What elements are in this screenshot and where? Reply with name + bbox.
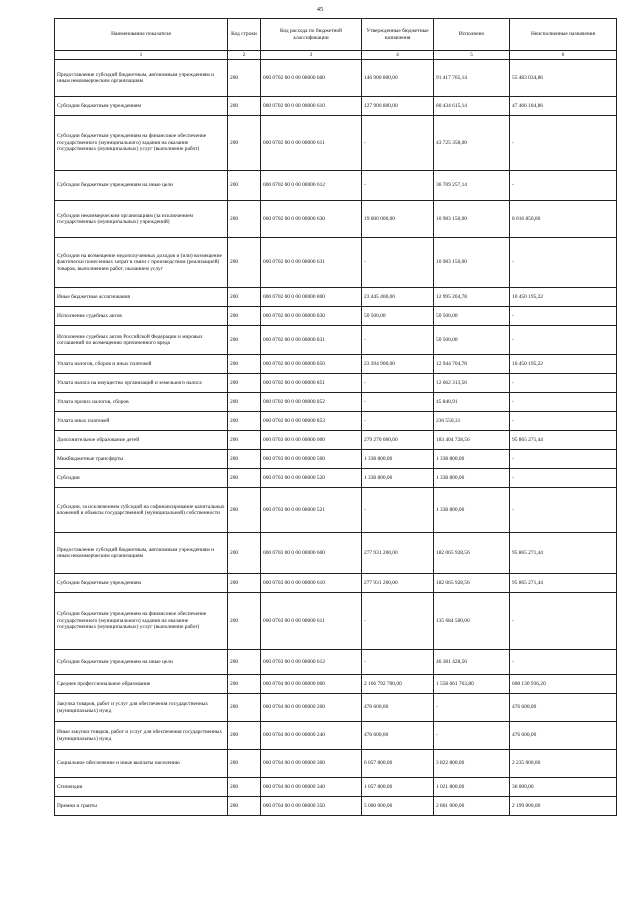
- row-line-code: 200: [228, 488, 261, 533]
- row-budget-code: 000 0703 00 0 00 00000 600: [261, 533, 362, 574]
- row-name: Уплата иных платежей: [55, 412, 228, 431]
- row-budget-code: 000 0702 00 0 00 00000 852: [261, 393, 362, 412]
- row-approved-value: 5 000 000,00: [362, 797, 434, 816]
- header-executed: Исполнено: [434, 19, 510, 51]
- table-row: [55, 574, 617, 593]
- row-approved-value: -: [362, 593, 434, 650]
- row-name: Закупка товаров, работ и услуг для обеспечения государственных (муниципальных) нужд: [55, 694, 228, 722]
- row-budget-code: 000 0702 00 0 00 00000 830: [261, 307, 362, 326]
- column-number: 5: [434, 51, 510, 60]
- row-budget-code: 000 0702 00 0 00 00000 611: [261, 116, 362, 171]
- row-approved-value: 1 338 800,00: [362, 469, 434, 488]
- row-budget-code: 000 0704 00 0 00 00000 350: [261, 797, 362, 816]
- table-row: [55, 722, 617, 750]
- table-row: [55, 288, 617, 307]
- row-budget-code: 000 0704 00 0 00 00000 340: [261, 778, 362, 797]
- table-row: [55, 533, 617, 574]
- column-number: 1: [55, 51, 228, 60]
- row-executed-value: 43 725 358,00: [434, 116, 510, 171]
- page-number: 45: [316, 6, 324, 13]
- row-approved-value: 127 900 800,00: [362, 97, 434, 116]
- row-remaining-value: -: [510, 450, 617, 469]
- row-name: Предоставление субсидий бюджетным, автономным учреждениям и иным некоммерческим организациям: [55, 60, 228, 97]
- row-approved-value: 1 057 800,00: [362, 778, 434, 797]
- table-row: [55, 450, 617, 469]
- table-row: [55, 97, 617, 116]
- table-row: [55, 355, 617, 374]
- row-line-code: 200: [228, 412, 261, 431]
- row-budget-code: 000 0704 00 0 00 00000 000: [261, 675, 362, 694]
- row-executed-value: 1 021 800,00: [434, 778, 510, 797]
- row-name: Премии и гранты: [55, 797, 228, 816]
- row-name: Субсидии бюджетным учреждениям: [55, 97, 228, 116]
- row-line-code: 200: [228, 778, 261, 797]
- row-executed-value: 182 065 928,56: [434, 533, 510, 574]
- table-row: [55, 307, 617, 326]
- row-approved-value: 23 445 400,00: [362, 288, 434, 307]
- row-approved-value: -: [362, 374, 434, 393]
- row-executed-value: 1 338 800,00: [434, 488, 510, 533]
- row-name: Предоставление субсидий бюджетным, автономным учреждениям и иным некоммерческим организациям: [55, 533, 228, 574]
- row-executed-value: 1 338 800,00: [434, 450, 510, 469]
- row-approved-value: 476 600,00: [362, 722, 434, 750]
- row-line-code: 200: [228, 675, 261, 694]
- row-budget-code: 000 0702 00 0 00 00000 630: [261, 201, 362, 238]
- row-executed-value: 50 500,00: [434, 326, 510, 355]
- row-remaining-value: -: [510, 488, 617, 533]
- row-approved-value: -: [362, 488, 434, 533]
- row-name: Исполнение судебных актов: [55, 307, 228, 326]
- row-budget-code: 000 0702 00 0 00 00000 631: [261, 238, 362, 288]
- row-remaining-value: 36 000,00: [510, 778, 617, 797]
- row-line-code: 200: [228, 393, 261, 412]
- row-executed-value: 1 338 800,00: [434, 469, 510, 488]
- row-line-code: 200: [228, 750, 261, 778]
- column-number: 4: [362, 51, 434, 60]
- table-row: [55, 393, 617, 412]
- row-line-code: 200: [228, 533, 261, 574]
- row-remaining-value: 8 016 850,00: [510, 201, 617, 238]
- row-approved-value: -: [362, 326, 434, 355]
- row-budget-code: 000 0703 00 0 00 00000 500: [261, 450, 362, 469]
- row-remaining-value: 10 450 195,22: [510, 288, 617, 307]
- row-line-code: 200: [228, 60, 261, 97]
- row-executed-value: 1 558 661 763,80: [434, 675, 510, 694]
- row-executed-value: -: [434, 694, 510, 722]
- row-budget-code: 000 0703 00 0 00 00000 612: [261, 650, 362, 675]
- row-name: Уплата прочих налогов, сборов: [55, 393, 228, 412]
- row-line-code: 200: [228, 650, 261, 675]
- header-budget-code: Код расхода по бюджетной классификации: [261, 19, 362, 51]
- row-approved-value: 1 338 800,00: [362, 450, 434, 469]
- table-row: [55, 650, 617, 675]
- row-approved-value: -: [362, 650, 434, 675]
- row-line-code: 200: [228, 116, 261, 171]
- column-number: 6: [510, 51, 617, 60]
- row-remaining-value: -: [510, 393, 617, 412]
- row-line-code: 200: [228, 97, 261, 116]
- row-name: Субсидии бюджетным учреждениям: [55, 574, 228, 593]
- row-remaining-value: 55 483 034,86: [510, 60, 617, 97]
- row-executed-value: 12 944 704,78: [434, 355, 510, 374]
- row-budget-code: 000 0703 00 0 00 00000 521: [261, 488, 362, 533]
- row-executed-value: 2 801 000,00: [434, 797, 510, 816]
- row-name: Стипендии: [55, 778, 228, 797]
- row-executed-value: 3 822 800,00: [434, 750, 510, 778]
- row-remaining-value: -: [510, 412, 617, 431]
- row-budget-code: 000 0702 00 0 00 00000 612: [261, 171, 362, 201]
- row-remaining-value: -: [510, 326, 617, 355]
- row-approved-value: -: [362, 171, 434, 201]
- row-remaining-value: -: [510, 650, 617, 675]
- row-budget-code: 000 0702 00 0 00 00000 800: [261, 288, 362, 307]
- row-line-code: 200: [228, 201, 261, 238]
- row-line-code: 200: [228, 238, 261, 288]
- table-row: [55, 238, 617, 288]
- row-budget-code: 000 0703 00 0 00 00000 610: [261, 574, 362, 593]
- row-executed-value: 50 500,00: [434, 307, 510, 326]
- row-line-code: 200: [228, 431, 261, 450]
- row-approved-value: 50 500,00: [362, 307, 434, 326]
- row-line-code: 200: [228, 307, 261, 326]
- row-remaining-value: -: [510, 469, 617, 488]
- header-indicator-name: Наименование показателя: [55, 19, 228, 51]
- table-row: [55, 488, 617, 533]
- row-approved-value: 23 394 900,00: [362, 355, 434, 374]
- row-budget-code: 000 0703 00 0 00 00000 611: [261, 593, 362, 650]
- table-row: [55, 412, 617, 431]
- header-line-code: Код строки: [228, 19, 261, 51]
- row-executed-value: 236 550,31: [434, 412, 510, 431]
- row-budget-code: 000 0702 00 0 00 00000 853: [261, 412, 362, 431]
- header-approved: Утвержденные бюджетные назначения: [362, 19, 434, 51]
- row-approved-value: 277 931 200,00: [362, 574, 434, 593]
- row-line-code: 200: [228, 355, 261, 374]
- row-name: Субсидии бюджетным учреждениям на иные цели: [55, 171, 228, 201]
- row-budget-code: 000 0704 00 0 00 00000 200: [261, 694, 362, 722]
- row-name: Субсидии бюджетным учреждениям на финансовое обеспечение государственного (муниципального) задания на оказание государственных (муниципальных) услуг (выполнение работ): [55, 593, 228, 650]
- row-executed-value: 91 417 765,14: [434, 60, 510, 97]
- row-remaining-value: -: [510, 374, 617, 393]
- table-row: [55, 694, 617, 722]
- column-number: 2: [228, 51, 261, 60]
- row-executed-value: 10 983 150,00: [434, 238, 510, 288]
- row-remaining-value: 95 865 271,44: [510, 574, 617, 593]
- row-remaining-value: 47 466 184,86: [510, 97, 617, 116]
- row-line-code: 200: [228, 326, 261, 355]
- row-line-code: 200: [228, 450, 261, 469]
- row-remaining-value: 608 130 936,20: [510, 675, 617, 694]
- table-row: [55, 431, 617, 450]
- row-remaining-value: 2 235 000,00: [510, 750, 617, 778]
- row-approved-value: -: [362, 116, 434, 171]
- row-approved-value: 277 931 200,00: [362, 533, 434, 574]
- row-budget-code: 000 0702 00 0 00 00000 600: [261, 60, 362, 97]
- row-approved-value: 279 270 000,00: [362, 431, 434, 450]
- row-name: Дополнительное образование детей: [55, 431, 228, 450]
- row-name: Субсидии некоммерческим организациям (за исключением государственных (муниципальных) учреждений): [55, 201, 228, 238]
- row-name: Уплата налога на имущество организаций и земельного налога: [55, 374, 228, 393]
- row-budget-code: 000 0702 00 0 00 00000 610: [261, 97, 362, 116]
- row-line-code: 200: [228, 469, 261, 488]
- row-name: Субсидии, за исключением субсидий на софинансирование капитальных вложений в объекты государственной (муниципальной) собственности: [55, 488, 228, 533]
- row-remaining-value: -: [510, 116, 617, 171]
- report-body: [55, 60, 617, 816]
- row-executed-value: 183 404 728,56: [434, 431, 510, 450]
- row-executed-value: 182 065 928,56: [434, 574, 510, 593]
- row-remaining-value: 2 199 000,00: [510, 797, 617, 816]
- table-header-row: [55, 19, 617, 51]
- row-remaining-value: -: [510, 171, 617, 201]
- row-line-code: 200: [228, 288, 261, 307]
- table-row: [55, 116, 617, 171]
- row-name: Субсидии бюджетным учреждениям на иные цели: [55, 650, 228, 675]
- table-row: [55, 797, 617, 816]
- row-executed-value: 10 983 150,00: [434, 201, 510, 238]
- row-name: Среднее профессиональное образование: [55, 675, 228, 694]
- row-budget-code: 000 0703 00 0 00 00000 000: [261, 431, 362, 450]
- row-approved-value: 476 600,00: [362, 694, 434, 722]
- row-name: Исполнение судебных актов Российской Федерации и мировых соглашений по возмещению причиненного вреда: [55, 326, 228, 355]
- row-name: Иные закупки товаров, работ и услуг для обеспечения государственных (муниципальных) нужд: [55, 722, 228, 750]
- row-line-code: 200: [228, 171, 261, 201]
- row-executed-value: 46 381 428,56: [434, 650, 510, 675]
- row-budget-code: 000 0702 00 0 00 00000 850: [261, 355, 362, 374]
- header-remaining: Неисполненные назначения: [510, 19, 617, 51]
- row-line-code: 200: [228, 593, 261, 650]
- row-budget-code: 000 0704 00 0 00 00000 300: [261, 750, 362, 778]
- column-number: 3: [261, 51, 362, 60]
- table-row: [55, 469, 617, 488]
- table-row: [55, 778, 617, 797]
- row-approved-value: 19 000 000,00: [362, 201, 434, 238]
- row-approved-value: -: [362, 412, 434, 431]
- row-budget-code: 000 0702 00 0 00 00000 831: [261, 326, 362, 355]
- row-executed-value: -: [434, 722, 510, 750]
- row-name: Межбюджетные трансферты: [55, 450, 228, 469]
- row-budget-code: 000 0703 00 0 00 00000 520: [261, 469, 362, 488]
- row-approved-value: -: [362, 238, 434, 288]
- row-line-code: 200: [228, 374, 261, 393]
- row-remaining-value: 95 865 271,44: [510, 431, 617, 450]
- row-approved-value: 6 057 800,00: [362, 750, 434, 778]
- row-budget-code: 000 0704 00 0 00 00000 240: [261, 722, 362, 750]
- table-row: [55, 675, 617, 694]
- row-remaining-value: 95 865 271,44: [510, 533, 617, 574]
- table-row: [55, 750, 617, 778]
- row-name: Субсидии: [55, 469, 228, 488]
- row-executed-value: 80 434 615,14: [434, 97, 510, 116]
- row-name: Уплата налогов, сборов и иных платежей: [55, 355, 228, 374]
- row-remaining-value: 476 600,00: [510, 694, 617, 722]
- row-executed-value: 12 662 313,56: [434, 374, 510, 393]
- row-line-code: 200: [228, 574, 261, 593]
- row-line-code: 200: [228, 722, 261, 750]
- row-budget-code: 000 0702 00 0 00 00000 851: [261, 374, 362, 393]
- budget-report-table: [54, 18, 617, 816]
- row-approved-value: 146 900 800,00: [362, 60, 434, 97]
- row-remaining-value: -: [510, 238, 617, 288]
- row-remaining-value: -: [510, 593, 617, 650]
- row-name: Социальное обеспечение и иные выплаты населению: [55, 750, 228, 778]
- row-executed-value: 135 684 500,00: [434, 593, 510, 650]
- row-line-code: 200: [228, 797, 261, 816]
- row-name: Субсидии на возмещение недополученных доходов и (или) возмещение фактически понесенных затрат в связи с производством (реализацией) товаров, выполнением работ, оказанием услуг: [55, 238, 228, 288]
- table-row: [55, 60, 617, 97]
- row-executed-value: 45 840,91: [434, 393, 510, 412]
- row-name: Иные бюджетные ассигнования: [55, 288, 228, 307]
- row-line-code: 200: [228, 694, 261, 722]
- column-number-row: [55, 51, 617, 60]
- row-remaining-value: -: [510, 307, 617, 326]
- table-row: [55, 593, 617, 650]
- row-executed-value: 12 995 204,78: [434, 288, 510, 307]
- row-remaining-value: 10 450 195,22: [510, 355, 617, 374]
- row-name: Субсидии бюджетным учреждениям на финансовое обеспечение государственного (муниципального) задания на оказание государственных (муниципальных) услуг (выполнение работ): [55, 116, 228, 171]
- row-executed-value: 36 709 257,14: [434, 171, 510, 201]
- table-row: [55, 201, 617, 238]
- table-row: [55, 326, 617, 355]
- table-row: [55, 374, 617, 393]
- row-approved-value: 2 166 792 700,00: [362, 675, 434, 694]
- row-remaining-value: 476 600,00: [510, 722, 617, 750]
- row-approved-value: -: [362, 393, 434, 412]
- table-row: [55, 171, 617, 201]
